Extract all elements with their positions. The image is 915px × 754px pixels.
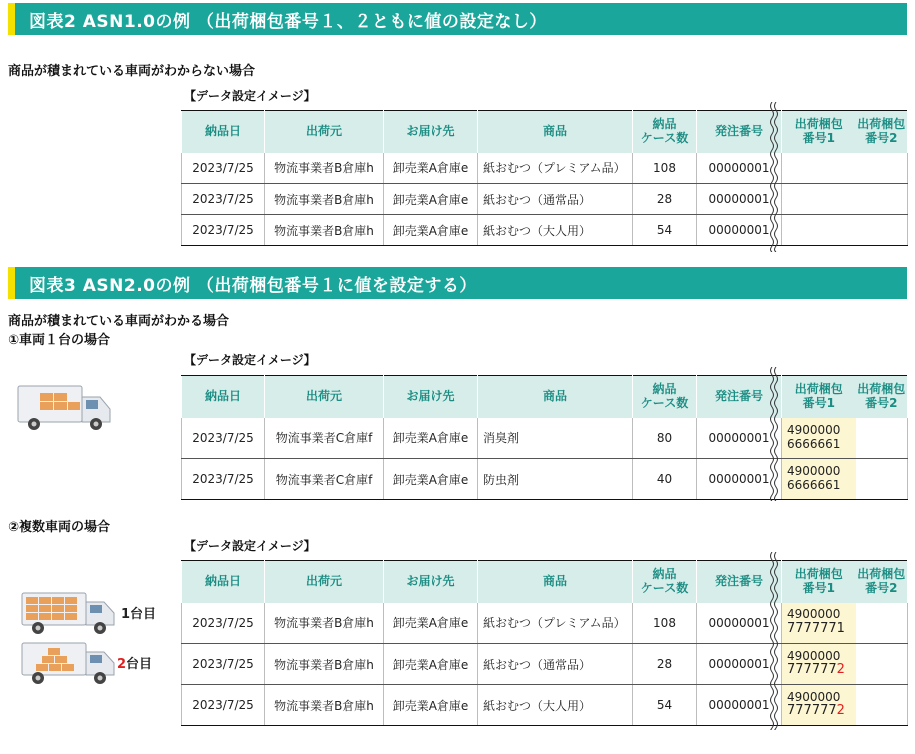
cell-order: 00000001 bbox=[697, 184, 782, 215]
table2-break-mark bbox=[768, 367, 780, 501]
table-row bbox=[182, 153, 908, 184]
table-row bbox=[182, 644, 908, 685]
cell-item: 紙おむつ（大人用） bbox=[478, 685, 633, 726]
cell-date: 2023/7/25 bbox=[182, 418, 265, 459]
cell-item: 紙おむつ（通常品） bbox=[478, 644, 633, 685]
col-pack-no-2: 出荷梱包 番号2 bbox=[856, 111, 908, 153]
col-pack-no-1: 出荷梱包 番号1 bbox=[782, 376, 856, 418]
col-case-qty: 納品 ケース数 bbox=[633, 111, 697, 153]
cell-to: 卸売業A倉庫e bbox=[384, 153, 478, 184]
col-pack-no-1: 出荷梱包 番号1 bbox=[782, 561, 856, 603]
figure3-title: 図表3 ASN2.0の例 （出荷梱包番号１に値を設定する） bbox=[29, 275, 477, 296]
cell-to: 卸売業A倉庫e bbox=[384, 184, 478, 215]
cell-qty: 28 bbox=[633, 644, 697, 685]
cell-pack1 bbox=[782, 153, 856, 184]
cell-pack2 bbox=[856, 215, 908, 246]
table3 bbox=[181, 560, 908, 726]
cell-pack1: 4900000 7777772 bbox=[782, 644, 856, 685]
cell-to: 卸売業A倉庫e bbox=[384, 459, 478, 500]
col-case-qty: 納品 ケース数 bbox=[633, 561, 697, 603]
cell-order: 00000001 bbox=[697, 685, 782, 726]
cell-order: 00000001 bbox=[697, 418, 782, 459]
cell-pack2 bbox=[856, 644, 908, 685]
cell-date: 2023/7/25 bbox=[182, 215, 265, 246]
figure2-header bbox=[8, 3, 907, 35]
cell-to: 卸売業A倉庫e bbox=[384, 418, 478, 459]
table-row bbox=[182, 215, 908, 246]
cell-order: 00000001 bbox=[697, 644, 782, 685]
figure2-title: 図表2 ASN1.0の例 （出荷梱包番号１、２ともに値の設定なし） bbox=[29, 11, 547, 32]
cell-qty: 54 bbox=[633, 685, 697, 726]
cell-to: 卸売業A倉庫e bbox=[384, 215, 478, 246]
cell-date: 2023/7/25 bbox=[182, 459, 265, 500]
col-ship-from: 出荷元 bbox=[265, 111, 384, 153]
cell-qty: 108 bbox=[633, 603, 697, 644]
cell-from: 物流事業者B倉庫h bbox=[265, 153, 384, 184]
cell-pack1 bbox=[782, 215, 856, 246]
cell-order: 00000001 bbox=[697, 215, 782, 246]
table2-label: 【データ設定イメージ】 bbox=[184, 353, 316, 367]
table2-header-row bbox=[182, 376, 908, 418]
col-delivery-date: 納品日 bbox=[182, 111, 265, 153]
cell-pack2 bbox=[856, 418, 908, 459]
col-ship-to: お届け先 bbox=[384, 561, 478, 603]
cell-to: 卸売業A倉庫e bbox=[384, 685, 478, 726]
cell-date: 2023/7/25 bbox=[182, 644, 265, 685]
table-row bbox=[182, 603, 908, 644]
cell-pack2 bbox=[856, 184, 908, 215]
col-pack-no-2: 出荷梱包 番号2 bbox=[856, 561, 908, 603]
cell-item: 紙おむつ（通常品） bbox=[478, 184, 633, 215]
col-ship-from: 出荷元 bbox=[265, 376, 384, 418]
cell-from: 物流事業者B倉庫h bbox=[265, 603, 384, 644]
col-order-no: 発注番号 bbox=[697, 376, 782, 418]
col-item: 商品 bbox=[478, 561, 633, 603]
cell-qty: 40 bbox=[633, 459, 697, 500]
cell-date: 2023/7/25 bbox=[182, 603, 265, 644]
col-case-qty: 納品 ケース数 bbox=[633, 376, 697, 418]
cell-item: 消臭剤 bbox=[478, 418, 633, 459]
cell-pack1: 4900000 6666661 bbox=[782, 459, 856, 500]
table3-header-row bbox=[182, 561, 908, 603]
cell-item: 紙おむつ（プレミアム品） bbox=[478, 153, 633, 184]
table1-header-row bbox=[182, 111, 908, 153]
cell-item: 紙おむつ（大人用） bbox=[478, 215, 633, 246]
truck-2-label: 2台目 bbox=[117, 657, 153, 672]
table-row bbox=[182, 418, 908, 459]
truck-2-icon bbox=[20, 640, 116, 686]
cell-item: 防虫剤 bbox=[478, 459, 633, 500]
cell-to: 卸売業A倉庫e bbox=[384, 603, 478, 644]
table1-break-mark bbox=[768, 102, 780, 252]
case2-label: ②複数車両の場合 bbox=[8, 520, 111, 535]
truck-1-icon bbox=[20, 590, 116, 636]
table-row bbox=[182, 459, 908, 500]
cell-from: 物流事業者C倉庫f bbox=[265, 418, 384, 459]
table3-break-mark bbox=[768, 552, 780, 730]
cell-date: 2023/7/25 bbox=[182, 184, 265, 215]
cell-to: 卸売業A倉庫e bbox=[384, 644, 478, 685]
cell-pack1: 4900000 7777772 bbox=[782, 685, 856, 726]
table3-label: 【データ設定イメージ】 bbox=[184, 539, 316, 553]
cell-pack1: 4900000 6666661 bbox=[782, 418, 856, 459]
cell-qty: 80 bbox=[633, 418, 697, 459]
cell-pack2 bbox=[856, 459, 908, 500]
col-delivery-date: 納品日 bbox=[182, 376, 265, 418]
cell-pack1: 4900000 7777771 bbox=[782, 603, 856, 644]
table-row bbox=[182, 184, 908, 215]
cell-from: 物流事業者B倉庫h bbox=[265, 215, 384, 246]
table-row bbox=[182, 685, 908, 726]
cell-pack1 bbox=[782, 184, 856, 215]
cell-order: 00000001 bbox=[697, 603, 782, 644]
cell-from: 物流事業者B倉庫h bbox=[265, 644, 384, 685]
col-order-no: 発注番号 bbox=[697, 111, 782, 153]
cell-order: 00000001 bbox=[697, 459, 782, 500]
table2 bbox=[181, 375, 908, 500]
truck-1-label: 1台目 bbox=[121, 607, 157, 622]
col-pack-no-1: 出荷梱包 番号1 bbox=[782, 111, 856, 153]
table1-label: 【データ設定イメージ】 bbox=[184, 89, 316, 103]
header-accent-bar bbox=[8, 3, 15, 35]
cell-date: 2023/7/25 bbox=[182, 153, 265, 184]
cell-qty: 54 bbox=[633, 215, 697, 246]
col-pack-no-2: 出荷梱包 番号2 bbox=[856, 376, 908, 418]
col-ship-to: お届け先 bbox=[384, 111, 478, 153]
cell-order: 00000001 bbox=[697, 153, 782, 184]
figure3-caption: 商品が積まれている車両がわかる場合 bbox=[8, 314, 230, 329]
col-ship-from: 出荷元 bbox=[265, 561, 384, 603]
cell-qty: 28 bbox=[633, 184, 697, 215]
cell-item: 紙おむつ（プレミアム品） bbox=[478, 603, 633, 644]
figure2-caption: 商品が積まれている車両がわからない場合 bbox=[8, 64, 256, 79]
figure3-header bbox=[8, 267, 907, 299]
truck-icon bbox=[16, 383, 112, 433]
cell-from: 物流事業者B倉庫h bbox=[265, 184, 384, 215]
cell-pack2 bbox=[856, 153, 908, 184]
cell-from: 物流事業者C倉庫f bbox=[265, 459, 384, 500]
col-order-no: 発注番号 bbox=[697, 561, 782, 603]
cell-qty: 108 bbox=[633, 153, 697, 184]
cell-from: 物流事業者B倉庫h bbox=[265, 685, 384, 726]
col-item: 商品 bbox=[478, 111, 633, 153]
cell-date: 2023/7/25 bbox=[182, 685, 265, 726]
header-accent-bar bbox=[8, 267, 15, 299]
col-ship-to: お届け先 bbox=[384, 376, 478, 418]
col-item: 商品 bbox=[478, 376, 633, 418]
case1-label: ①車両１台の場合 bbox=[8, 333, 111, 348]
col-delivery-date: 納品日 bbox=[182, 561, 265, 603]
cell-pack2 bbox=[856, 603, 908, 644]
cell-pack2 bbox=[856, 685, 908, 726]
table1 bbox=[181, 110, 908, 246]
